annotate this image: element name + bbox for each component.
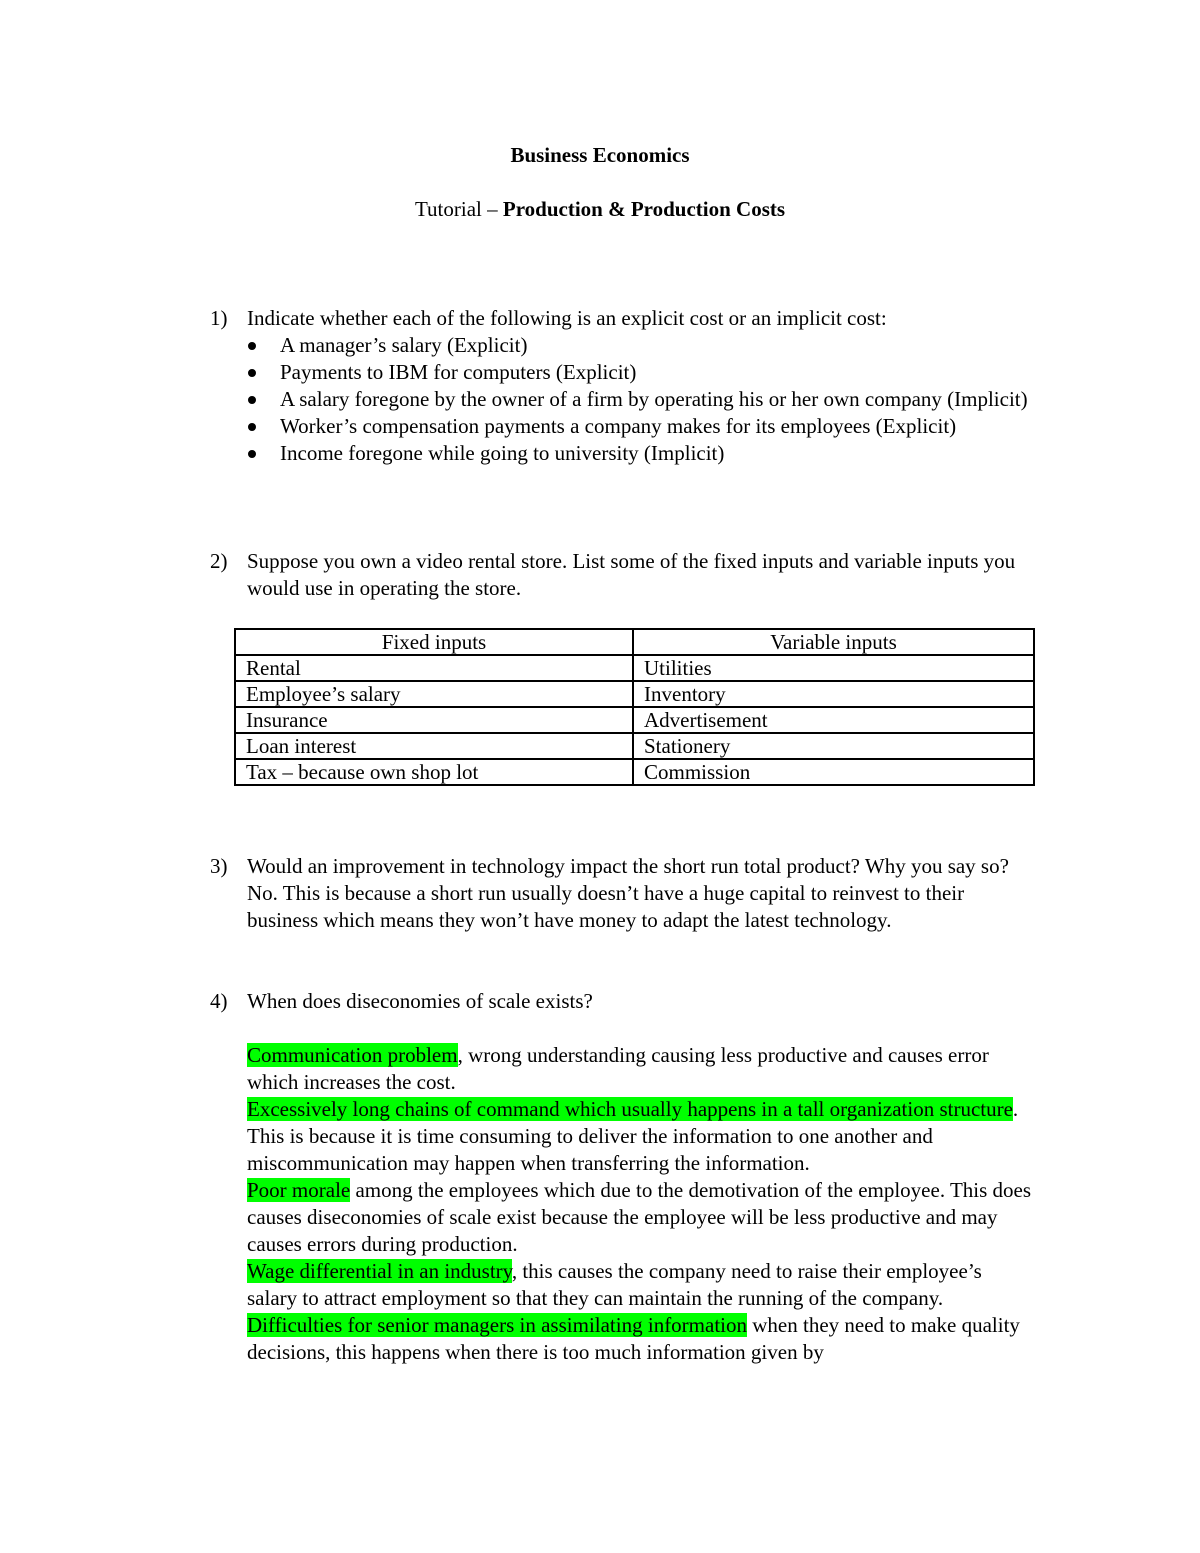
question-text: Would an improvement in technology impact the short run total product? Why you say so?	[247, 854, 1009, 878]
bullet-icon	[248, 450, 256, 458]
bullet-icon	[248, 369, 256, 377]
answer-point: Difficulties for senior managers in assimilating information when they need to make quality decisions, this happens when there is too much information given by	[247, 1313, 1020, 1364]
bullet-icon	[248, 396, 256, 404]
subtitle-topic: Production & Production Costs	[502, 197, 786, 221]
column-header: Fixed inputs	[235, 629, 633, 655]
table-cell: Advertisement	[633, 707, 1034, 733]
bullet-icon	[248, 423, 256, 431]
list-item: Worker’s compensation payments a company makes for its employees (Explicit)	[210, 413, 1030, 440]
highlighted-phrase: Difficulties for senior managers in assimilating information	[247, 1313, 748, 1337]
subtitle-prefix: Tutorial –	[414, 197, 503, 221]
bullet-icon	[248, 342, 256, 350]
table-row	[235, 759, 1034, 785]
table-cell: Insurance	[235, 707, 633, 733]
answer-point: Poor morale among the employees which due to the demotivation of the employee. This does causes diseconomies of scale exist because the employee will be less productive and may causes errors during production.	[247, 1178, 1032, 1256]
question-3	[210, 853, 1030, 934]
answer-list	[210, 332, 1030, 467]
table-cell: Inventory	[633, 681, 1034, 707]
table-row	[235, 655, 1034, 681]
table-cell: Commission	[633, 759, 1034, 785]
table-row	[235, 733, 1034, 759]
list-item: A manager’s salary (Explicit)	[210, 332, 1030, 359]
document-title: Business Economics	[510, 143, 690, 167]
question-1	[210, 305, 1030, 467]
table-header-row	[235, 629, 1034, 655]
document-subtitle	[0, 196, 1200, 223]
table-cell: Rental	[235, 655, 633, 681]
inputs-table	[234, 628, 1035, 786]
question-2	[210, 548, 1030, 602]
question-number: 2)	[210, 549, 228, 573]
answer-point: Excessively long chains of command which usually happens in a tall organization structure. This is because it is time consuming to deliver the information to one another and miscommunication may happen when transferring the information.	[247, 1097, 1019, 1175]
question-text: Indicate whether each of the following is an explicit cost or an implicit cost:	[247, 306, 887, 330]
list-item: A salary foregone by the owner of a firm by operating his or her own company (Implicit)	[210, 386, 1030, 413]
question-4	[210, 988, 1030, 1366]
table-cell: Employee’s salary	[235, 681, 633, 707]
answer-point: Communication problem, wrong understanding causing less productive and causes error which increases the cost.	[247, 1043, 989, 1094]
highlighted-phrase: Wage differential in an industry	[247, 1259, 512, 1283]
list-item: Payments to IBM for computers (Explicit)	[210, 359, 1030, 386]
question-text: When does diseconomies of scale exists?	[247, 989, 593, 1013]
question-number: 4)	[210, 989, 228, 1013]
question-number: 3)	[210, 854, 228, 878]
question-number: 1)	[210, 306, 228, 330]
question-text: Suppose you own a video rental store. List some of the fixed inputs and variable inputs you would use in operating the store.	[247, 549, 1016, 600]
table-cell: Utilities	[633, 655, 1034, 681]
answer-point: Wage differential in an industry, this causes the company need to raise their employee’s salary to attract employment so that they can maintain the running of the company.	[247, 1259, 982, 1310]
highlighted-phrase: Poor morale	[247, 1178, 351, 1202]
table-cell: Stationery	[633, 733, 1034, 759]
highlighted-phrase: Excessively long chains of command which usually happens in a tall organization structure	[247, 1097, 1013, 1121]
list-item: Income foregone while going to university (Implicit)	[210, 440, 1030, 467]
answer-text: No. This is because a short run usually doesn’t have a huge capital to reinvest to their business which means they won’t have money to adapt the latest technology.	[247, 881, 965, 932]
table-row	[235, 681, 1034, 707]
highlighted-phrase: Communication problem	[247, 1043, 458, 1067]
table-cell: Loan interest	[235, 733, 633, 759]
table-row	[235, 707, 1034, 733]
table-cell: Tax – because own shop lot	[235, 759, 633, 785]
column-header: Variable inputs	[633, 629, 1034, 655]
